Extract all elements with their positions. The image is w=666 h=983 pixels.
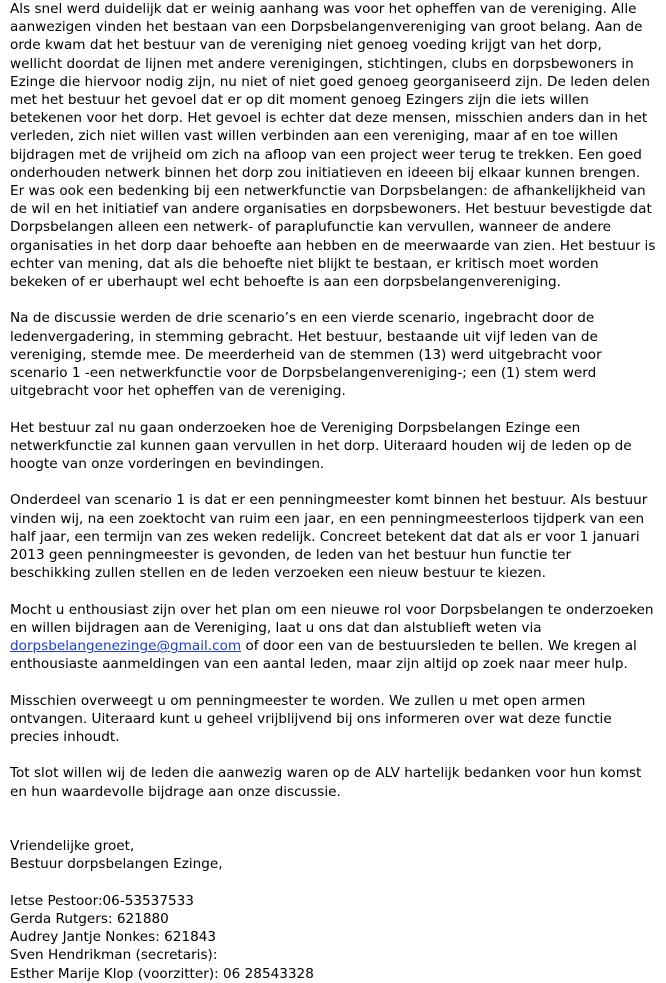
spacer (10, 582, 656, 600)
paragraph-network-concern: Er was ook een bedenking bij een netwerkfunctie van Dorpsbelangen: de afhankelijkheid van de wil en het initiatief van andere organisaties en dorpsbewoners. Het bestuur bevestigde dat Dorpsbelangen alleen een netwerk- of paraplufunctie kan vervullen, wanneer de andere organisaties in het dorp daar behoefte aan hebben en de meerwaarde van zien. Het bestuur is echter van mening, dat als die behoefte niet blijkt te bestaan, er kritisch moet worden bekeken of er uberhaupt wel echt behoefte is aan een dorpsbelangenvereniging. (10, 183, 656, 291)
spacer (10, 473, 656, 491)
spacer (10, 673, 656, 691)
spacer (10, 801, 656, 819)
paragraph-vote: Na de discussie werden de drie scenario’s en een vierde scenario, ingebracht door de ledenvergadering, in stemming gebracht. Het bestuur, bestaande uit vijf leden van de vereniging, stemde mee. De meerderheid van de stemmen (13) werd uitgebracht voor scenario 1 -een netwerkfunctie voor de Dorpsbelangenvereniging-; een (1) stem werd uitgebracht voor het opheffen van de vereniging. (10, 310, 602, 400)
paragraph-research: Het bestuur zal nu gaan onderzoeken hoe de Vereniging Dorpsbelangen Ezinge een netwerkfunctie zal kunnen gaan vervullen in het dorp. Uiteraard houden wij de leden op de hoogte van onze vorderingen en bevindingen. (10, 419, 632, 473)
spacer (10, 746, 656, 764)
paragraph-contact-request (10, 601, 656, 674)
closing-signer: Bestuur dorpsbelangen Ezinge, (10, 856, 223, 873)
paragraph-treasurer-invite: Misschien overweegt u om penningmeester te worden. We zullen u met open armen ontvangen. Uiteraard kunt u geheel vrijblijvend bij ons informeren over wat deze functie precies inhoudt. (10, 692, 612, 746)
contact-item: Gerda Rutgers: 621880 (10, 911, 169, 928)
paragraph-contact-after: of door een van de bestuursleden te bellen. We kregen al enthousiaste aanmeldingen van een aantal leden, maar zijn altijd op zoek naar meer hulp. (10, 638, 637, 673)
closing-greeting: Vriendelijke groet, (10, 838, 135, 855)
paragraph-thanks: Tot slot willen wij de leden die aanwezig waren op de ALV hartelijk bedanken voor hun komst en hun waardevolle bijdrage aan onze discussie. (10, 765, 642, 800)
paragraph-support: Als snel werd duidelijk dat er weinig aanhang was voor het opheffen van de vereniging. Alle aanwezigen vinden het bestaan van een Dorpsbelangenvereniging van groot belang. Aan de orde kwam dat het bestuur van de vereniging niet genoeg voeding krijgt van het dorp, wellicht doordat de lijnen met andere verenigingen, stichtingen, clubs en dorpsbewoners in Ezinge die hiervoor nodig zijn, nu niet of niet goed genoeg georganiseerd zijn. De leden delen met het bestuur het gevoel dat er op dit moment genoeg Ezingers zijn die iets willen betekenen voor het dorp. Het gevoel is echter dat deze mensen, misschien anders dan in het verleden, zich niet willen vast willen verbinden aan een vereniging, maar af en toe willen bijdragen met de vrijheid om zich na afloop van een project weer terug te trekken. Een goed onderhouden netwerk binnen het dorp zou initiatieven en ideeen bij elkaar kunnen brengen. (10, 1, 651, 181)
contact-list (10, 892, 656, 983)
email-link[interactable]: dorpsbelangenezinge@gmail.com (10, 638, 242, 655)
contact-item: Ietse Pestoor:06-53537533 (10, 892, 194, 909)
contact-item: Audrey Jantje Nonkes: 621843 (10, 929, 217, 946)
paragraph-contact-before: Mocht u enthousiast zijn over het plan om een nieuwe rol voor Dorpsbelangen te onderzoeken en willen bijdragen aan de Vereniging, laat u ons dat dan alstublieft weten via (10, 601, 654, 636)
contact-item: Esther Marije Klop (voorzitter): 06 28543328 (10, 965, 314, 982)
contact-item: Sven Hendrikman (secretaris): (10, 947, 218, 964)
closing-block (10, 837, 656, 873)
spacer (10, 400, 656, 418)
paragraph-scenario-treasurer: Onderdeel van scenario 1 is dat er een penningmeester komt binnen het bestuur. Als bestuur vinden wij, na een zoektocht van ruim een jaar, en een penningmeesterloos tijdperk van een half jaar, een termijn van zes weken redelijk. Concreet betekent dat dat als er voor 1 januari 2013 geen penningmeester is gevonden, de leden van het bestuur hun functie ter beschikking zullen stellen en de leden verzoeken een nieuw bestuur te kiezen. (10, 492, 648, 582)
spacer (10, 291, 656, 309)
